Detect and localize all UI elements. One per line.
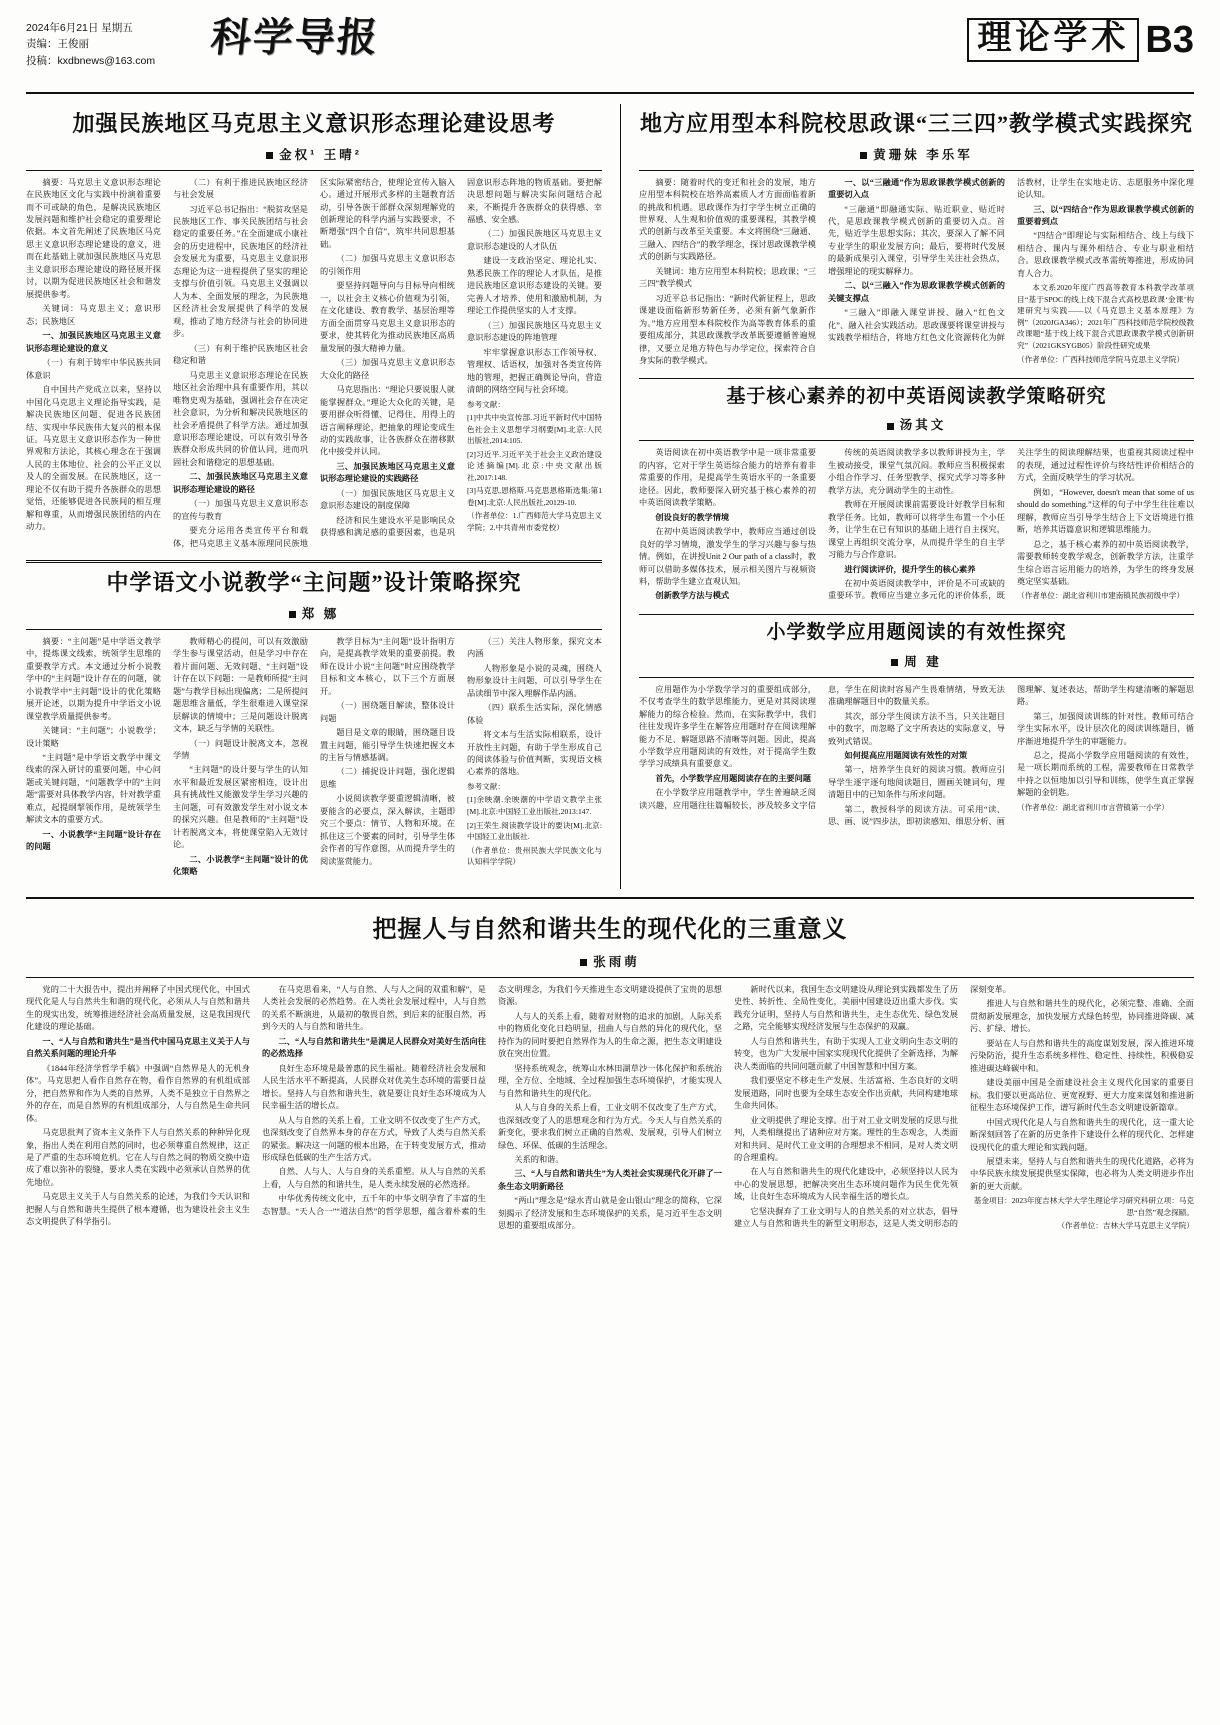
paragraph: 教师在开展阅读课前需要设计好教学目标和教学任务。比如，教师可以将学生布置一个小任务，让学生在已有知识的基础上进行自主探究，课堂上再组织交流分享，从而提升学生的自主学习能力与合作意识。 bbox=[828, 500, 1005, 560]
article-3-title: 地方应用型本科院校思政课“三三四”教学模式实践探究 bbox=[639, 111, 1193, 136]
section-heading: （一）有利于铸牢中华民族共同体意识 bbox=[26, 358, 161, 380]
paragraph: 总之，基于核心素养的初中英语阅读教学，需要教师转变教学观念，创新教学方法，注重学生综合语言运用能力的培养，为学生的终身发展奠定坚实基础。 bbox=[1017, 539, 1194, 586]
section-heading: （三）加强民族地区马克思主义意识形态建设的阵地管理 bbox=[467, 320, 602, 343]
article-3-body bbox=[639, 177, 1194, 368]
divider bbox=[26, 629, 602, 630]
right-column bbox=[639, 104, 1194, 889]
section-heading: 三、“人与自然和谐共生”为人类社会实现现代化开辟了一条生态文明新路径 bbox=[498, 1169, 722, 1191]
reference: [2]王荣生.阅读教学设计的要诀[M].北京:中国轻工业出版社. bbox=[467, 820, 602, 842]
author-affiliation: （作者单位：湖北省利川市建南镇民族初级中学） bbox=[1017, 591, 1185, 601]
reference: [3]马克思,恩格斯.马克思恩格斯选集:第1卷[M].北京:人民出版社,20129-10. bbox=[467, 486, 602, 507]
section-heading: （一）加强民族地区马克思主义意识形态建设的制度保障 bbox=[320, 488, 455, 511]
byline-marker-icon bbox=[887, 423, 894, 430]
paragraph: “主问题”的设计要与学生的认知水平和最近发展区紧密相连，设计出具有挑战性又能激发学生学习兴趣的主问题，可有效激发学生对小说文本的探究兴趣。但是教师的“主问题”设计若脱离文本，将使课堂陷入无效讨论。 bbox=[173, 765, 308, 850]
reference: 参考文献： bbox=[467, 399, 505, 409]
paragraph: 关系的和谐。 bbox=[514, 1154, 564, 1164]
divider bbox=[639, 440, 1194, 441]
paragraph: 《1844年经济学哲学手稿》中强调“自然界是人的无机身体”。马克思把人看作自然存在物，看作自然界的有机组成部分，把自然界和作为人类的自然界，人类不是独立于自然界之外的存在，而是自然界的有机组成部分，人与自然是生命共同体。 bbox=[26, 1063, 250, 1123]
column-divider bbox=[620, 104, 621, 889]
section-name: 理论学术 bbox=[977, 20, 1130, 57]
paragraph: 要站在人与自然和谐共生的高度谋划发展，深入推进环境污染防治，提升生态系统多样性、稳定性、持续性，积极稳妥推进碳达峰碳中和。 bbox=[970, 1038, 1194, 1073]
author-names: 郑 娜 bbox=[301, 606, 340, 621]
author-affiliation: （作者单位：吉林大学马克思主义学院） bbox=[1057, 1221, 1194, 1231]
article-4-body bbox=[639, 447, 1194, 604]
article-2 bbox=[26, 569, 602, 879]
feature-title: 把握人与自然和谐共生的现代化的三重意义 bbox=[372, 916, 848, 943]
paragraph: 在马克思看来，“人与自然、人与人之间的双重和解”，是人类社会发展的必然趋势。在人类社会发展过程中，人与自然的关系不断演进，从最初的敬畏自然，到后来的征服自然，再到今天的人与自然和谐共生。 bbox=[262, 984, 486, 1032]
divider bbox=[639, 378, 1194, 379]
paragraph: 摘要：马克思主义意识形态理论在民族地区文化与实践中扮演着重要而不可或缺的角色，是解决民族地区发展问题和维护社会稳定的重要理论依据。本文首先阐述了民族地区马克思主义意识形态理论建设的意义，进而在此基础上就加强民族地区马克思主义意识形态理论建设的路径展开探讨，以期为促进民族地区社会和谐发展提供参考。 bbox=[26, 177, 161, 299]
section-heading: 创设良好的教学情境 bbox=[655, 512, 730, 522]
feature-body bbox=[26, 984, 1194, 1233]
article-3 bbox=[639, 110, 1194, 368]
paragraph: 要充分运用各类宣传平台和载体，把马克思主义基本原理同民族地区实际紧密结合，使理论宣传入脑入心。通过开展形式多样的主题教育活动，引导各族干部群众深刻理解党的创新理论的科学内涵与实践要求，不断增强“四个自信”，筑牢共同思想基础。 bbox=[173, 177, 455, 548]
section-heading: 首先，小学数学应用题阅读存在的主要问题 bbox=[655, 773, 811, 783]
paragraph: “主问题”是中学语文教学中课文线索的深入研讨的重要问题，中心问题或关键问题，“问题教学中的”主问题“需要对具体教学内容，针对教学重难点，起提纲挈领作用，是统领学生解读文本的重要方式。 bbox=[26, 753, 161, 825]
section-heading: 二、小说教学“主问题”设计的优化策略 bbox=[173, 854, 308, 877]
section-heading: 创新教学方法与模式 bbox=[655, 591, 730, 601]
paragraph: 自然、人与人、人与自身的关系重塑。从人与自然的关系上看，人与自然的和谐共生，是人类永续发展的必然选择。 bbox=[262, 1167, 486, 1189]
paragraph: 马克思主义意识形态理论在民族地区社会治理中具有重要作用，其以唯物史观为基础，强调社会存在决定社会意识，为分析和解决民族地区的社会矛盾提供了科学方法。通过加强意识形态理论建设，可以有效引导各族群众形成共同的价值认同，进而巩固社会和谐稳定的思想基础。 bbox=[173, 370, 308, 467]
divider bbox=[639, 677, 1194, 678]
paragraph: 摘要：随着时代的变迁和社会的发展，地方应用型本科院校在培养高素质人才方面面临着新的挑战和机遇。思政课作为打字学生树立正确的世界观、人生观和价值观的重要课程，其教学模式的创新与改革至关重要。本文将围绕“三融通、三融入、四结合”的教学理念，探讨思政课教学模式的创新与实践路径。 bbox=[639, 177, 816, 262]
article-5 bbox=[639, 621, 1194, 829]
reference: [1]余映潮.余映潮的中学语文教学主张[M].北京:中国轻工业出版社,2013:147. bbox=[467, 795, 602, 816]
author-affiliation: （作者单位：1.广西师范大学马克思主义学院；2.中共青州市委党校） bbox=[467, 511, 602, 532]
section-heading: 二、以“三融入”作为思政课教学模式创新的关键支撑点 bbox=[828, 281, 1005, 303]
masthead bbox=[26, 15, 1194, 94]
byline-marker-icon bbox=[860, 152, 867, 159]
editor-line: 责编：王俊丽 bbox=[26, 38, 89, 51]
section-heading: 二、“人与自然和谐共生”是满足人民群众对美好生活向往的必然选择 bbox=[262, 1036, 486, 1059]
author-names: 张雨萌 bbox=[593, 954, 640, 969]
masthead-info bbox=[26, 18, 155, 69]
section-heading: 二、加强民族地区马克思主义意识形态理论建设的路径 bbox=[173, 472, 308, 494]
section-heading: 一、“人与自然和谐共生”是当代中国马克思主义关于人与自然关系问题的理论升华 bbox=[26, 1036, 250, 1059]
paragraph: 人与人的关系上看，随着对财物的追求的加剧，人际关系中的物质化变化日趋明显，扭曲人与自然的异化的现代化，坚持作为的同时要把自然界作为人的生命之源，把生态文明建设放在突出位置。 bbox=[498, 1011, 722, 1059]
section-box bbox=[967, 18, 1139, 62]
paragraph: 将文本与生活实际相联系，设计开放性主问题，有助于学生形成自己的阅读体验与价值判断，实现语文核心素养的落地。 bbox=[467, 730, 602, 777]
section-heading: （三）有利于维护民族地区社会稳定和谐 bbox=[173, 343, 308, 366]
paragraph: 在初中英语阅读教学中，教师应当通过创设良好的学习情境，激发学生的学习兴趣与参与热情。例如，在讲授Unit 2 Our path of a class时，教师可以借助多媒体技术，展示相关图片与视频资料，帮助学生建立直观认知。 bbox=[639, 527, 816, 586]
section-heading: 进行阅读评价，提升学生的核心素养 bbox=[844, 564, 976, 574]
article-1 bbox=[26, 110, 602, 550]
author-names: 汤其文 bbox=[899, 418, 947, 433]
section-heading: （三）关注人物形象，探究文本内涵 bbox=[467, 636, 602, 659]
paragraph: 关键词：地方应用型本科院校；思政课；“三三四”教学模式 bbox=[639, 266, 816, 289]
fund-note: 本文系2020年度广西高等教育本科教学改革项目“基于SPOC的线上线下混合式高校思政课‘金课’构建研究与实践——以《马克思主义基本原理》为例”（2020JGA346）；2021年广西科技师范学院校级教改课题“基于线上线下混合式思政课教学模式创新研究”（2021GKSYGB05）阶段性研究成果 bbox=[1017, 283, 1194, 350]
byline bbox=[26, 604, 602, 622]
paragraph: 从人与自身的关系上看，工业文明不仅改变了生产方式，也深刻改变了人的思想观念和行为方式。今天人与自然关系的新变化，要求我们树立正确的自然观、发展观，引导人们树立绿色、环保、低碳的生活理念。 bbox=[498, 1103, 722, 1150]
paragraph: 其次，部分学生阅读方法不当，只关注题目中的数字，而忽略了文字所表达的实际意义，导致列式错误。 bbox=[828, 711, 1005, 746]
paragraph: 第一，培养学生良好的阅读习惯。教师应引导学生逐字逐句地阅读题目，圈画关键词句，理清题目中的已知条件与所求问题。 bbox=[828, 765, 1005, 800]
paragraph: 推进人与自然和谐共生的现代化，必须完整、准确、全面贯彻新发展理念，加快发展方式绿色转型，协同推进降碳、减污、扩绿、增长。 bbox=[970, 999, 1194, 1034]
paragraph: 习近平总书记指出：“新时代新征程上，思政课建设面临新形势新任务，必须有新气象新作为。”地方应用型本科院校作为高等教育体系的重要组成部分，其思政课教学改革既要遵循普遍规律，又要立足地方特色与办学定位，探索符合自身实际的教学模式。 bbox=[639, 293, 816, 366]
paragraph: 从人与自然的关系上看，工业文明不仅改变了生产方式，也深刻改变了自然界本身的存在方式，导致了人类与自然关系的紧张。解决这一问题的根本出路，在于转变发展方式，推动形成绿色低碳的生产生活方式。 bbox=[262, 1115, 486, 1162]
section-heading: 一、加强民族地区马克思主义意识形态理论建设的意义 bbox=[26, 331, 161, 353]
paragraph: 自中国共产党成立以来，坚持以中国化马克思主义理论指导实践，是解决民族地区问题、促进各民族团结、实现中华民族伟大复兴的根本保证。马克思主义意识形态作为一种世界观和方法论，其核心理念在于强调人民的主体地位、社会的公平正义以及人的全面发展。在民族地区，这一理论不仅有助于提升各族群众的思想觉悟，还能够促进各民族间的相互理解和尊重，从而增强民族团结的内在动力。 bbox=[26, 385, 161, 532]
paragraph: 传统的英语阅读教学多以教师讲授为主，学生被动接受，课堂气氛沉闷。教师应当积极探索小组合作学习、任务型教学、探究式学习等多种教学方法，充分调动学生的主动性。 bbox=[828, 448, 1005, 495]
section-heading: 一、以“三融通”作为思政课教学模式创新的重要切入点 bbox=[828, 177, 1005, 200]
divider bbox=[639, 614, 1194, 615]
reference: 参考文献： bbox=[467, 781, 505, 791]
divider bbox=[26, 560, 602, 563]
paragraph: 经济和民生建设水平是影响民众获得感和满足感的重要因素，也是巩固意识形态阵地的物质基础。要把解决思想问题与解决实际问题结合起来，不断提升各族群众的获得感、幸福感、安全感。 bbox=[320, 177, 602, 538]
section-heading: （三）加强马克思主义意识形态大众化的路径 bbox=[320, 358, 455, 380]
author-names: 周 建 bbox=[904, 654, 942, 669]
paragraph: 总之，提高小学数学应用题阅读的有效性，是一项长期而系统的工程，需要教师在日常教学中持之以恒地加以引导和训练，使学生真正掌握解题的金钥匙。 bbox=[1017, 751, 1194, 798]
article-2-body bbox=[26, 636, 602, 879]
paragraph: 英语阅读在初中英语教学中是一项非常重要的内容，它对于学生英语综合能力的培养有着非常重要的作用，是提高学生英语水平的一条重要途径。因此，教师要深入研究基于核心素养的初中英语阅读教学策略。 bbox=[639, 448, 816, 508]
paper-name: 科学导报 bbox=[208, 15, 382, 60]
paragraph: 我们要坚定不移走生产发展、生活富裕、生态良好的文明发展道路，同时也要为全球生态安全作出贡献，共同构建地球生命共同体。 bbox=[734, 1076, 958, 1111]
paragraph: 中国式现代化是人与自然和谐共生的现代化，这一重大论断深刻回答了在新的历史条件下建设什么样的现代化、怎样建设现代化的重大理论和实践问题。 bbox=[970, 1117, 1194, 1152]
fund-note: 基金项目：2023年度吉林大学大学生理论学习研究科研立项：马克思“自然”观念探赜。 bbox=[973, 1196, 1194, 1217]
byline bbox=[639, 652, 1194, 670]
section-heading: 一、小说教学“主问题”设计存在的问题 bbox=[26, 829, 161, 852]
byline-marker-icon bbox=[289, 611, 296, 618]
article-4-title: 基于核心素养的初中英语阅读教学策略研究 bbox=[726, 385, 1107, 407]
author-affiliation: （作者单位：湖北省利川市言营镇第一小学） bbox=[1017, 802, 1169, 812]
paragraph: 人物形象是小说的灵魂，围绕人物形象设计主问题，可以引导学生在品读细节中深入理解作品内涵。 bbox=[467, 663, 602, 698]
paragraph: 坚持系统观念，统筹山水林田湖草沙一体化保护和系统治理，全方位、全地域、全过程加强生态环境保护，才能实现人与自然和谐共生的现代化。 bbox=[498, 1063, 722, 1098]
byline-marker-icon bbox=[891, 659, 898, 666]
paragraph: 它坚决摒弃了工业文明与人的自然关系的对立状态，倡导建立人与自然和谐共生的新型文明形态，这是人类文明形态的深刻变革。 bbox=[734, 984, 1011, 1229]
paragraph: 中华优秀传统文化中，五千年的中华文明孕育了丰富的生态智慧。“天人合一”“道法自然”的哲学思想，蕴含着朴素的生态文明理念，为我们今天推进生态文明建设提供了宝贵的思想资源。 bbox=[262, 984, 722, 1216]
article-1-body bbox=[26, 177, 602, 551]
paragraph: 展望未来，坚持人与自然和谐共生的现代化道路，必将为中华民族永续发展提供坚实保障，也必将为人类文明进步作出新的更大贡献。 bbox=[970, 1156, 1194, 1191]
paragraph: 在小学数学应用题教学中，学生普遍缺乏阅读兴趣，应用题往往篇幅较长，涉及较多文字信息，学生在阅读时容易产生畏难情绪，导致无法准确理解题目中的数量关系。 bbox=[639, 684, 1005, 810]
paragraph: 牢牢掌握意识形态工作领导权、管理权、话语权，加强对各类宣传阵地的管理，把握正确舆论导向，营造清朗的网络空间与社会环境。 bbox=[467, 347, 602, 395]
author-names: 金权¹ 王晴² bbox=[279, 147, 362, 162]
section-label bbox=[967, 18, 1194, 62]
paragraph: 业文明提供了理论支撑。出于对工业文明发展的反思与批判，人类相继提出了诸种应对方案。理性的生态观念，人类面对和共同、是时代工业文明的合理想求不相同，是对人类文明的合理重构。 bbox=[734, 1115, 958, 1162]
section-heading: （二）加强民族地区马克思主义意识形态建设的人才队伍 bbox=[467, 229, 602, 251]
paragraph: 关键词：“主问题”；小说教学；设计策略 bbox=[26, 726, 161, 748]
left-column bbox=[26, 104, 602, 889]
paragraph: 第三，加强阅读训练的针对性。教师可结合学生实际水平，设计层次化的阅读训练题目，循序渐进地提升学生的审题能力。 bbox=[1017, 711, 1194, 746]
paragraph: 马克思批判了资本主义条件下人与自然关系的种种异化现象，指出人类在利用自然的同时，也必须尊重自然规律，这正是了严重的生态环境危机。它在人与自然之间的物质交换中造成了难以弥补的裂缝，要求人类在实践中必须承认自然界的优先地位。 bbox=[26, 1128, 250, 1187]
paragraph: 建设一支政治坚定、理论扎实、熟悉民族工作的理论人才队伍，是推进民族地区意识形态建设的关键。要完善人才培养、使用和激励机制，为理论工作提供坚实的人才支撑。 bbox=[467, 256, 602, 316]
byline-marker-icon bbox=[266, 152, 273, 159]
article-2-title: 中学语文小说教学“主问题”设计策略探究 bbox=[106, 570, 522, 596]
section-heading: （二）加强马克思主义意识形态的引领作用 bbox=[320, 254, 455, 276]
main-columns bbox=[26, 104, 1194, 889]
page-number: B3 bbox=[1145, 19, 1194, 61]
paragraph: 例如，“However, doesn't mean that some of us should do something.”这样的句子中学生往往难以理解，教师应当引导学生结合上下文语境进行推断，培养其语篇意识和逻辑思维能力。 bbox=[1017, 487, 1194, 535]
section-heading: （一）问题设计脱离文本，忽视学情 bbox=[173, 738, 308, 760]
divider bbox=[26, 170, 602, 171]
article-5-body bbox=[639, 684, 1194, 829]
publication-date: 2024年6月21日 星期五 bbox=[26, 22, 133, 34]
section-heading: （四）联系生活实际，深化情感体验 bbox=[467, 703, 602, 725]
byline bbox=[639, 145, 1194, 163]
paragraph: 小说阅读教学要重逻辑清晰，被要能含的必要点，深入解读，主题即究三个要点：情节、人物和环境。在抓住这三个要素的同时，引导学生体会作者的写作意图，从而提升学生的阅读鉴赏能力。 bbox=[320, 794, 455, 866]
section-heading: 三、加强民族地区马克思主义意识形态理论建设的实践路径 bbox=[320, 461, 455, 484]
article-5-title: 小学数学应用题阅读的有效性探究 bbox=[766, 621, 1067, 643]
paragraph: 在人与自然和谐共生的现代化建设中，必须坚持以人民为中心的发展思想，把解决突出生态环境问题作为民生优先领域，让良好生态环境成为人民幸福生活的增长点。 bbox=[734, 1167, 958, 1202]
paragraph: 教学目标为“主问题”设计指明方向，是提高教学效果的重要前提。教师在设计小说“主问题”时应围绕教学目标和文本核心，以下三个方面展开。 bbox=[320, 636, 455, 696]
page-title: 加强民族地区马克思主义意识形态理论建设思考 bbox=[72, 111, 556, 136]
divider bbox=[639, 170, 1194, 171]
byline bbox=[26, 952, 1194, 970]
paragraph: 习近平总书记指出：“脱贫攻坚是民族地区工作、事关民族团结与社会稳定的重要任务。”在全面建成小康社会的历史进程中，民族地区的经济社会发展尤为重要，马克思主义意识形态理论为这一进程提供了坚实的理论支撑与价值引领。马克思主义强调以人为本、全面发展的理念，为民族地区经济社会发展提供了科学的发展观，推动了地方经济与社会的协同进步。 bbox=[173, 204, 308, 339]
paragraph: “三融通”即融通实际、贴近职业、贴近时代，是思政课教学模式创新的重要切入点。首先，贴近学生思想实际；其次，要深入了解不同专业学生的职业发展方向；最后，要将时代发展的最新成果引入课堂，引导学生关注社会热点，增强理论的现实解释力。 bbox=[828, 204, 1005, 276]
paragraph: 新时代以来，我国生态文明建设从理论到实践都发生了历史性、转折性、全局性变化，美丽中国建设迈出重大步伐。实践充分证明，坚持人与自然和谐共生，走生态优先、绿色发展之路，完全能够实现经济发展与生态保护的双赢。 bbox=[734, 984, 958, 1032]
section-heading: （二）有利于推进民族地区经济与社会发展 bbox=[173, 177, 308, 200]
submission-email: 投稿：kxdbnews@163.com bbox=[26, 54, 156, 67]
paragraph: “三融入”即融入课堂讲授、融入“红色文化”、融入社会实践活动。思政课要将课堂讲授与实践教学相结合，将地方红色文化资源转化为鲜活教材，让学生在实地走访、志愿服务中深化理论认知。 bbox=[828, 177, 1194, 343]
byline bbox=[26, 145, 602, 163]
byline-marker-icon bbox=[580, 959, 587, 966]
divider bbox=[26, 977, 1194, 978]
reference: [1]中共中央宣传部.习近平新时代中国特色社会主义思想学习纲要[M].北京:人民出版社,2014:105. bbox=[467, 413, 602, 446]
article-4 bbox=[639, 385, 1194, 604]
byline bbox=[639, 415, 1194, 433]
paragraph: 建设美丽中国是全面建设社会主义现代化国家的重要目标。我们要以更高站位、更宽视野、更大力度来谋划和推进新征程生态环境保护工作，谱写新时代生态文明建设新篇章。 bbox=[970, 1078, 1194, 1113]
paragraph: 题目是文章的眼睛，围绕题目设置主问题，能引导学生快速把握文本的主旨与情感基调。 bbox=[320, 728, 455, 762]
paragraph: 在初中英语阅读教学中，评价是不可或缺的重要环节。教师应当建立多元化的评价体系，既关注学生的阅读理解结果，也重视其阅读过程中的表现，通过过程性评价与终结性评价相结合的方式，全面反映学生的学习状况。 bbox=[828, 448, 1194, 601]
author-names: 黄珊妹 李乐军 bbox=[873, 147, 973, 162]
paragraph: 马克思主义关于人与自然关系的论述，为我们今天认识和把握人与自然和谐共生提供了根本遵循，也为建设社会主义生态文明提供了科学指引。 bbox=[26, 1192, 250, 1227]
paragraph: 第二，教授科学的阅读方法。可采用“读、思、画、说”四步法，即初读感知、细思分析、画图理解、复述表达，帮助学生构建清晰的解题思路。 bbox=[828, 684, 1194, 827]
paragraph: 应用题作为小学数学学习的重要组成部分，不仅考查学生的数学思维能力，更是对其阅读理解能力的综合检验。然而，在实际教学中，我们往往发现许多学生在解答应用题时存在阅读理解能力不足、解题思路不清晰等问题。因此，提高小学数学应用题阅读的有效性，对于提高学生数学学习成绩具有重要意义。 bbox=[639, 684, 816, 769]
author-affiliation: （作者单位：贵州民族大学民族文化与认知科学学院） bbox=[467, 845, 602, 867]
paragraph: 人与自然和谐共生，有助于实现人工业文明向生态文明的转变，也为广大发展中国家实现现代化提供了全新选择，为解决人类面临的共同问题贡献了中国智慧和中国方案。 bbox=[734, 1036, 958, 1071]
paragraph: 要坚持问题导向与目标导向相统一，以社会主义核心价值观为引领，在文化建设、教育教学、基层治理等方面全面贯穿马克思主义意识形态的要求，使其转化为推动民族地区高质量发展的强大精神力量。 bbox=[320, 281, 455, 353]
paragraph: 马克思指出：“理论只要说服人就能掌握群众。”理论大众化的关键，是要用群众听得懂、记得住、用得上的语言阐释理论，把抽象的理论变成生动的实践故事，让各族群众在潜移默化中接受并认同。 bbox=[320, 385, 455, 457]
paragraph: “四结合”即理论与实际相结合、线上与线下相结合、课内与课外相结合、专业与职业相结合。思政课教学模式改革需统筹推进，形成协同育人合力。 bbox=[1017, 231, 1194, 278]
feature-article bbox=[26, 897, 1194, 1233]
author-affiliation: （作者单位：广西科技师范学院马克思主义学院） bbox=[1017, 354, 1185, 364]
masthead-logo bbox=[155, 15, 967, 60]
paragraph: “两山”理念是“绿水青山就是金山银山”理念的简称，它深刻揭示了经济发展和生态环境保护的关系，是习近平生态文明思想的重要组成部分。 bbox=[498, 1196, 722, 1231]
paragraph: 教师精心的提问，可以有效激励学生参与课堂活动，但是学习中存在着片面问题、无效问题、“主问题”设计存在以下问题：一是教师所提“主问题”与教学目标出现偏离；二是所提问题思维含量低，学生很难进入课堂深层解读的情境中；三是问题设计脱离文本，缺乏与学情的关联性。 bbox=[173, 636, 308, 734]
paragraph: 良好生态环境是最普惠的民生福祉。随着经济社会发展和人民生活水平不断提高，人民群众对优美生态环境的需要日益增长。坚持人与自然和谐共生，就是要让良好生态环境成为人民幸福生活的增长点。 bbox=[262, 1063, 486, 1111]
paragraph: 关键词：马克思主义；意识形态；民族地区 bbox=[26, 304, 161, 326]
reference: [2]习近平.习近平关于社会主义政治建设论述摘编[M].北京:中央文献出版社,2017:148. bbox=[467, 449, 602, 482]
section-heading: 三、以“四结合”作为思政课教学模式创新的重要着到点 bbox=[1017, 204, 1194, 226]
section-heading: 如何提高应用题阅读有效性的对策 bbox=[844, 751, 968, 760]
paragraph: 摘要：“主问题”是中学语文教学中，提炼课文线索，统领学生思维的重要教学方式。本文通过分析小说教学中的“主问题”设计存在的问题，就小说教学中“主问题”设计的优化策略展开论述，以期为提升中学语文小说课堂教学质量提供参考。 bbox=[26, 636, 161, 721]
section-heading: （二）捕捉设计问题，强化逻辑思维 bbox=[320, 767, 455, 789]
section-heading: （一）围绕题目解读，整体设计问题 bbox=[320, 701, 455, 723]
paragraph: 党的二十大报告中，提出并阐释了中国式现代化，中国式现代化是人与自然共生和谐的现代化，必须从人与自然和谐共生的现实出发，统筹推进经济社会高质量发展，这是我国现代化建设的理论基础。 bbox=[26, 984, 250, 1032]
section-heading: （一）加强马克思主义意识形态的宣传与教育 bbox=[173, 499, 308, 521]
